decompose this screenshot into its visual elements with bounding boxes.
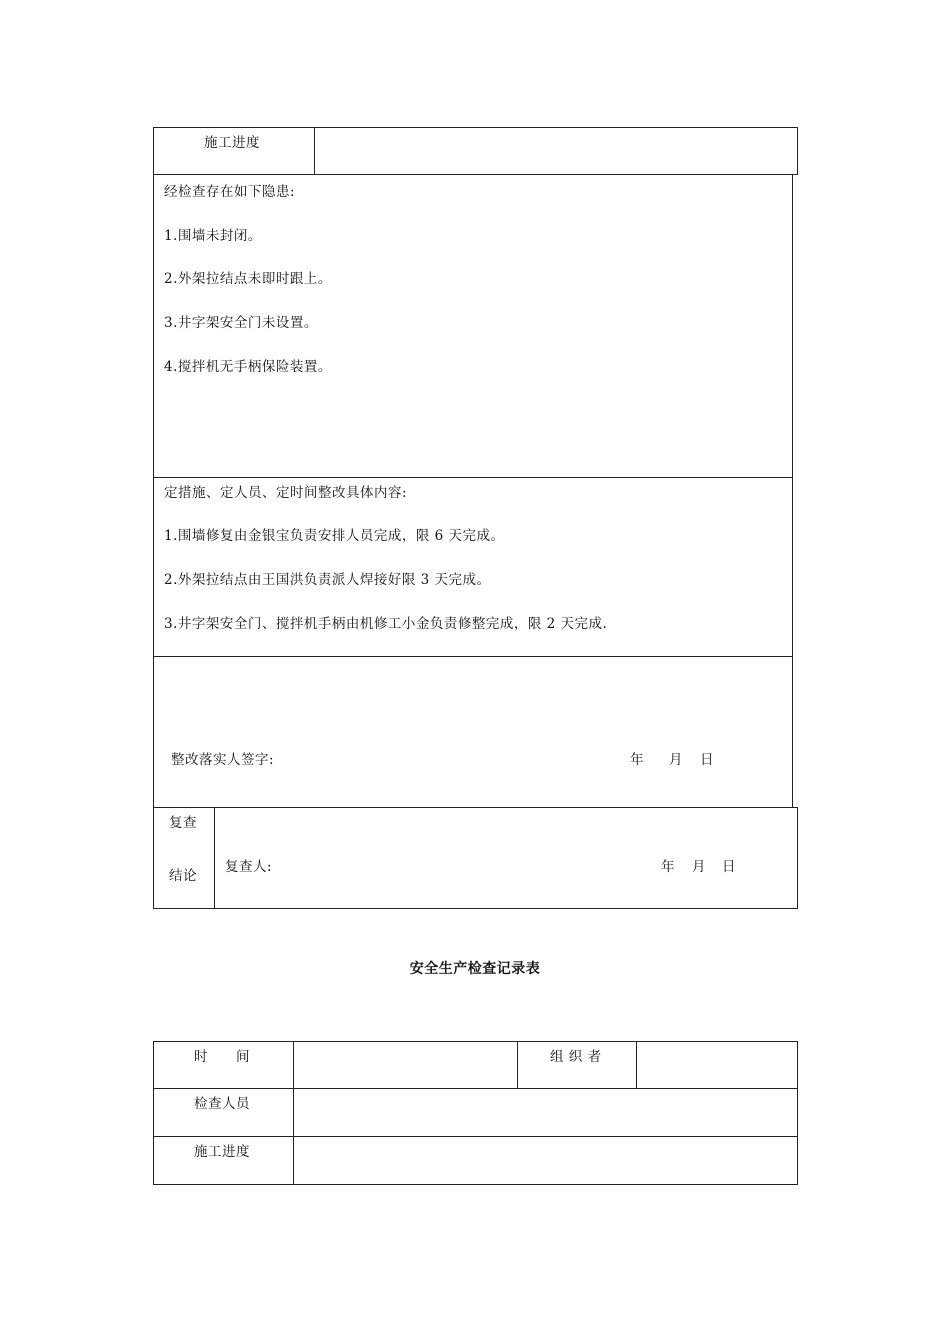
signoff-day: 日 [700, 752, 714, 768]
measure-item: 2.外架拉结点由王国洪负责派人焊接好限 3 天完成。 [164, 572, 491, 588]
hazards-bottom-rule [153, 477, 793, 478]
second-form-rule-2 [153, 1136, 798, 1137]
organizer-label: 组 织 者 [550, 1049, 602, 1065]
hazard-item: 1.围墙未封闭。 [164, 228, 262, 244]
hazard-item: 2.外架拉结点未即时跟上。 [164, 271, 332, 287]
review-label-line2: 结论 [169, 868, 197, 884]
hazard-item: 3.井字架安全门未设置。 [164, 315, 318, 331]
review-month: 月 [692, 859, 706, 875]
hazards-heading: 经检查存在如下隐患: [164, 184, 296, 200]
measure-item: 1.围墙修复由金银宝负责安排人员完成，限 6 天完成。 [164, 528, 505, 544]
second-form-organizer-divider-1 [517, 1041, 518, 1089]
review-day: 日 [722, 859, 736, 875]
hazard-item: 4.搅拌机无手柄保险装置。 [164, 359, 332, 375]
measure-item: 3.井字架安全门、搅拌机手柄由机修工小金负责修整完成，限 2 天完成. [164, 616, 608, 632]
inspectors-label: 检查人员 [194, 1096, 250, 1112]
signoff-month: 月 [669, 752, 683, 768]
signoff-year: 年 [630, 752, 644, 768]
second-form-rule-1 [153, 1088, 798, 1089]
review-row-divider [214, 807, 215, 909]
measures-bottom-rule [153, 656, 793, 657]
review-year: 年 [661, 859, 675, 875]
second-form-organizer-divider-2 [636, 1041, 637, 1089]
progress-label-2: 施工进度 [194, 1144, 250, 1160]
signoff-label: 整改落实人签字: [171, 752, 275, 768]
progress-row-divider [314, 127, 315, 175]
progress-label: 施工进度 [204, 135, 260, 151]
body-left-border [153, 175, 154, 808]
reviewer-label: 复查人: [225, 859, 273, 875]
measures-heading: 定措施、定人员、定时间整改具体内容: [164, 485, 408, 501]
form-title: 安全生产检查记录表 [409, 961, 541, 977]
review-label-line1: 复查 [169, 815, 197, 831]
time-label: 时 间 [194, 1049, 250, 1065]
body-right-border [792, 175, 793, 808]
review-row [153, 807, 798, 909]
second-form-label-divider [293, 1041, 294, 1185]
